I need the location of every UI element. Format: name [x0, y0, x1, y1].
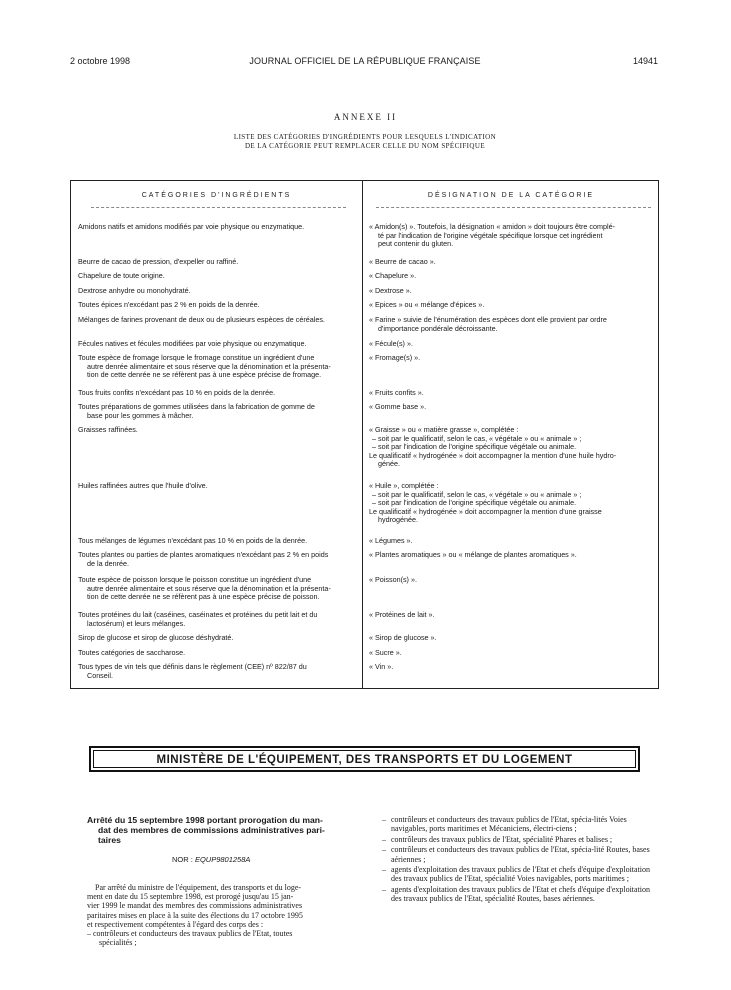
table-cell-designation: [369, 316, 653, 333]
ministry-banner: [89, 746, 640, 772]
list-item: – contrôleurs et conducteurs des travaux publics de l'Etat, spécia-lités Voies navigables, ports maritimes et Mécaniciens, électri-ciens ;: [382, 815, 627, 834]
table-cell-designation: [369, 258, 653, 267]
cell-line: Toutes épices n'excédant pas 2 % en poids de la denrée.: [78, 300, 260, 309]
cell-line: « Fécule(s) ».: [369, 339, 413, 348]
cell-line: Beurre de cacao de pression, d'expeller ou raffiné.: [78, 257, 239, 266]
table-cell-designation: [369, 272, 653, 281]
table-cell-category: [78, 301, 361, 310]
cell-line: « Huile », complétée :: [369, 481, 439, 490]
nor-reference: [172, 855, 250, 864]
list-item: – agents d'exploitation des travaux publics de l'Etat et chefs d'équipe d'exploitation des travaux publics de l'Etat, spécialité Routes, bases aériennes.: [382, 884, 651, 904]
column-header-designation: DÉSIGNATION DE LA CATÉGORIE: [427, 192, 595, 199]
cell-line: – soit par l'indication de l'origine spécifique végétale ou animale.: [372, 498, 577, 508]
table-cell-designation: [369, 537, 653, 546]
arrete-title-line: dat des membres de commissions administratives pari-: [98, 825, 325, 835]
cell-line: « Amidon(s) ». Toutefois, la désignation « amidon » doit toujours être complé-: [369, 222, 615, 231]
cell-line: Toutes préparations de gommes utilisées dans la fabrication de gomme de: [78, 402, 315, 411]
cell-line: base pour les gommes à mâcher.: [87, 410, 194, 420]
cell-line: « Graisse » ou « matière grasse », complétée :: [369, 425, 519, 434]
arrete-title: [87, 815, 359, 845]
table-cell-designation: [369, 611, 653, 620]
table-cell-designation: [369, 649, 653, 658]
table-cell-category: [78, 551, 361, 568]
table-cell-designation: [369, 551, 653, 560]
table-cell-category: [78, 634, 361, 643]
body-line: ment en date du 15 septembre 1998, est prorogé jusqu'au 15 jan-: [87, 892, 294, 902]
table-cell-category: [78, 340, 361, 349]
nor-label: NOR :: [172, 855, 193, 864]
cell-line: Fécules natives et fécules modifiées par voie physique ou enzymatique.: [78, 339, 307, 348]
cell-line: « Plantes aromatiques » ou « mélange de plantes aromatiques ».: [369, 550, 577, 559]
cell-line: lactosérum) et leurs mélanges.: [87, 618, 186, 628]
table-cell-designation: [369, 634, 653, 643]
cell-line: Le qualificatif « hydrogénée » doit accompagner la mention d'une huile hydro-: [369, 450, 617, 460]
table-cell-designation: [369, 576, 653, 585]
table-cell-category: [78, 663, 361, 680]
cell-line: « Beurre de cacao ».: [369, 257, 436, 266]
cell-line: autre denrée alimentaire et sous réserve que la dénomination et la présenta-: [87, 583, 331, 593]
table-cell-designation: [369, 223, 653, 249]
arrete-title-line: taires: [98, 835, 121, 845]
body-line: vier 1999 le mandat des membres des commissions administratives: [87, 901, 303, 911]
list-item: – contrôleurs et conducteurs des travaux publics de l'Etat, spécia-lité Routes, bases aériennes ;: [382, 845, 650, 864]
cell-line: Tous types de vin tels que définis dans le règlement (CEE) nº 822/87 du: [78, 662, 307, 671]
cell-line: – soit par l'indication de l'origine spécifique végétale ou animale.: [372, 442, 577, 452]
cell-line: Graisses raffinées.: [78, 425, 138, 434]
page-number: 14941: [632, 56, 658, 66]
body-line: – contrôleurs et conducteurs des travaux publics de l'Etat, toutes: [87, 929, 293, 939]
cell-line: Chapelure de toute origine.: [78, 271, 165, 280]
cell-line: « Poisson(s) ».: [369, 575, 417, 584]
corps-list: [382, 815, 658, 905]
cell-line: Tous fruits confits n'excédant pas 10 % en poids de la denrée.: [78, 388, 276, 397]
cell-line: Dextrose anhydre ou monohydraté.: [78, 286, 191, 295]
cell-line: Tous mélanges de légumes n'excédant pas 10 % en poids de la denrée.: [78, 536, 308, 545]
cell-line: peut contenir du gluten.: [378, 239, 454, 249]
cell-line: « Dextrose ».: [369, 286, 412, 295]
table-cell-designation: [369, 287, 653, 296]
annex-title: ANNEXE II: [333, 112, 398, 122]
cell-line: Le qualificatif « hydrogénée » doit accompagner la mention d'une graisse: [369, 506, 602, 516]
arrete-title-line: Arrêté du 15 septembre 1998 portant prorogation du man-: [87, 815, 323, 825]
list-item: – contrôleurs des travaux publics de l'Etat, spécialité Phares et balises ;: [382, 834, 613, 844]
cell-line: « Chapelure ».: [369, 271, 417, 280]
journal-title: JOURNAL OFFICIEL DE LA RÉPUBLIQUE FRANÇAISE: [249, 56, 481, 66]
cell-line: tion de cette denrée ne se réfèrent pas à une espèce précise de poisson.: [87, 592, 320, 602]
cell-line: Amidons natifs et amidons modifiés par voie physique ou enzymatique.: [78, 222, 305, 231]
table-cell-category: [78, 403, 361, 420]
cell-line: « Gomme base ».: [369, 402, 427, 411]
header-rule: [91, 207, 346, 208]
table-cell-category: [78, 649, 361, 658]
cell-line: Toute espèce de fromage lorsque le fromage constitue un ingrédient d'une: [78, 353, 315, 362]
annex-subtitle-line: DE LA CATÉGORIE PEUT REMPLACER CELLE DU NOM SPÉCIFIQUE: [244, 142, 486, 150]
cell-line: Conseil.: [87, 670, 113, 680]
table-cell-category: [78, 223, 361, 232]
cell-line: autre denrée alimentaire et sous réserve que la dénomination et la présenta-: [87, 361, 331, 371]
cell-line: hydrogénée.: [378, 515, 418, 525]
cell-line: « Epices » ou « mélange d'épices ».: [369, 300, 485, 309]
body-line: Par arrêté du ministre de l'équipement, des transports et du loge-: [95, 883, 302, 892]
body-line: et respectivement compétentes à l'égard des corps des :: [87, 919, 264, 929]
table-cell-designation: [369, 663, 653, 672]
annex-subtitle-line: LISTE DES CATÉGORIES D'INGRÉDIENTS POUR LESQUELS L'INDICATION: [233, 133, 497, 141]
table-cell-category: [78, 258, 361, 267]
list-item-text: contrôleurs et conducteurs des travaux publics de l'Etat, spécia-lité Routes, bases aériennes ;: [391, 845, 650, 864]
table-cell-category: [78, 316, 361, 325]
table-cell-designation: [369, 389, 653, 398]
cell-line: « Légumes ».: [369, 536, 413, 545]
table-cell-designation: [369, 301, 653, 310]
table-cell-category: [78, 389, 361, 398]
table-cell-category: [78, 272, 361, 281]
arrete-body: [87, 883, 359, 947]
list-item-text: agents d'exploitation des travaux publics de l'Etat et chefs d'équipe d'exploitation des travaux publics de l'Etat, spécialité Routes, bases aériennes.: [391, 884, 651, 904]
cell-line: « Protéines de lait ».: [369, 610, 435, 619]
cell-line: Toute espèce de poisson lorsque le poisson constitue un ingrédient d'une: [78, 575, 312, 584]
table-cell-category: [78, 426, 361, 435]
cell-line: Sirop de glucose et sirop de glucose déshydraté.: [78, 633, 234, 642]
cell-line: Toutes protéines du lait (caséines, caséinates et protéines du petit lait et du: [78, 610, 318, 619]
cell-line: Mélanges de farines provenant de deux ou de plusieurs espèces de céréales.: [78, 315, 325, 324]
table-cell-category: [78, 611, 361, 628]
cell-line: Toutes plantes ou parties de plantes aromatiques n'excédant pas 2 % en poids: [78, 550, 329, 559]
list-item-text: contrôleurs et conducteurs des travaux publics de l'Etat, spécia-lités Voies navigables, ports maritimes et Mécaniciens, électri-ciens ;: [391, 815, 627, 834]
table-cell-designation: [369, 340, 653, 349]
cell-line: « Sucre ».: [369, 648, 402, 657]
cell-line: « Sirop de glucose ».: [369, 633, 437, 642]
cell-line: « Fromage(s) ».: [369, 353, 421, 362]
cell-line: Huiles raffinées autres que l'huile d'olive.: [78, 481, 208, 490]
cell-line: Toutes catégories de saccharose.: [78, 648, 186, 657]
table-cell-category: [78, 354, 361, 380]
nor-code: EQUP9801258A: [194, 855, 251, 864]
cell-line: de la denrée.: [87, 558, 129, 568]
list-item-text: contrôleurs des travaux publics de l'Etat, spécialité Phares et balises ;: [391, 834, 613, 844]
cell-line: – soit par le qualificatif, selon le cas, « végétale » ou « animale » ;: [372, 489, 582, 499]
list-item-text: agents d'exploitation des travaux publics de l'Etat et chefs d'équipe d'exploitation des travaux publics de l'Etat, spécialité Voies navigables, ports maritimes ;: [391, 865, 651, 884]
annex-subtitle: [150, 133, 580, 151]
column-header-categories: CATÉGORIES D'INGRÉDIENTS: [141, 192, 292, 199]
issue-date: 2 octobre 1998: [70, 56, 131, 66]
table-cell-category: [78, 287, 361, 296]
cell-line: – soit par le qualificatif, selon le cas, « végétale » ou « animale » ;: [372, 433, 582, 443]
page-header: [70, 56, 658, 70]
cell-line: « Farine » suivie de l'énumération des espèces dont elle provient par ordre: [369, 315, 607, 324]
table-cell-designation: [369, 482, 653, 525]
table-cell-category: [78, 482, 361, 491]
table-cell-designation: [369, 354, 653, 363]
ministry-name: MINISTÈRE DE L'ÉQUIPEMENT, DES TRANSPORTS ET DU LOGEMENT: [93, 750, 636, 768]
cell-line: d'importance pondérale décroissante.: [378, 323, 498, 333]
table-cell-designation: [369, 426, 653, 469]
cell-line: génée.: [378, 459, 400, 469]
list-item: – agents d'exploitation des travaux publics de l'Etat et chefs d'équipe d'exploitation des travaux publics de l'Etat, spécialité Voies navigables, ports maritimes ;: [382, 865, 651, 884]
table-cell-category: [78, 576, 361, 602]
cell-line: té par l'indication de l'origine végétale spécifique lorsque cet ingrédient: [378, 230, 603, 240]
table-cell-designation: [369, 403, 653, 412]
cell-line: tion de cette denrée ne se réfèrent pas à une espèce précise de fromage.: [87, 370, 322, 380]
cell-line: « Fruits confits ».: [369, 388, 424, 397]
table-cell-category: [78, 537, 361, 546]
column-divider: [362, 181, 363, 688]
body-line: spécialités ;: [99, 938, 137, 948]
cell-line: « Vin ».: [369, 662, 394, 671]
body-line: paritaires mises en place à la suite des élections du 17 octobre 1995: [87, 910, 303, 920]
header-rule: [376, 207, 651, 208]
